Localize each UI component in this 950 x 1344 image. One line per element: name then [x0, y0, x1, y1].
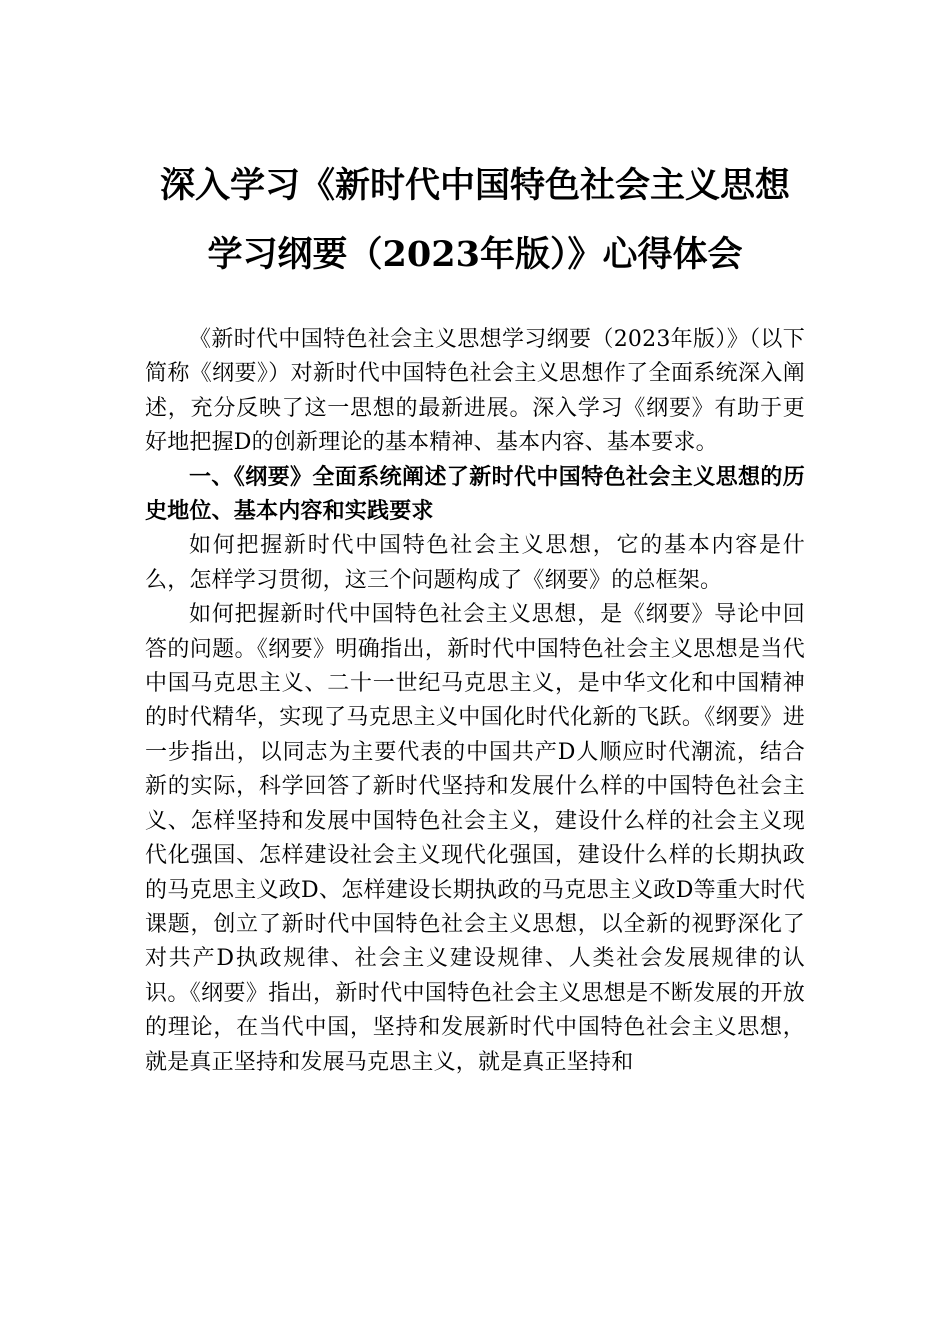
section-heading-1: 一、《纲要》全面系统阐述了新时代中国特色社会主义思想的历史地位、基本内容和实践要求: [145, 464, 805, 525]
body-paragraph: 如何把握新时代中国特色社会主义思想，它的基本内容是什么，怎样学习贯彻，这三个问题构成了《纲要》的总框架。: [145, 533, 805, 593]
document-title-line-2: 学习纲要（2023年版）》心得体会: [207, 234, 743, 275]
document-body: [145, 323, 805, 1080]
body-paragraph: 如何把握新时代中国特色社会主义思想，是《纲要》导论中回答的问题。《纲要》明确指出，新时代中国特色社会主义思想是当代中国马克思主义、二十一世纪马克思主义，是中华文化和中国精神的时代精华，实现了马克思主义中国化时代化新的飞跃。《纲要》进一步指出，以同志为主要代表的中国共产D人顺应时代潮流，结合新的实际，科学回答了新时代坚持和发展什么样的中国特色社会主义、怎样坚持和发展中国特色社会主义，建设什么样的社会主义现代化强国、怎样建设社会主义现代化强国，建设什么样的长期执政的马克思主义政D、怎样建设长期执政的马克思主义政D等重大时代课题，创立了新时代中国特色社会主义思想，以全新的视野深化了对共产D执政规律、社会主义建设规律、人类社会发展规律的认识。《纲要》指出，新时代中国特色社会主义思想是不断发展的开放的理论，在当代中国，坚持和发展新时代中国特色社会主义思想，就是真正坚持和发展马克思主义，就是真正坚持和: [145, 602, 805, 1075]
document-title-line-1: 深入学习《新时代中国特色社会主义思想: [159, 165, 790, 206]
intro-paragraph: 《新时代中国特色社会主义思想学习纲要（2023年版）》（以下简称《纲要》）对新时代中国特色社会主义思想作了全面系统深入阐述，充分反映了这一思想的最新进展。深入学习《纲要》有助于更好地把握D的创新理论的基本精神、基本内容、基本要求。: [145, 327, 805, 456]
